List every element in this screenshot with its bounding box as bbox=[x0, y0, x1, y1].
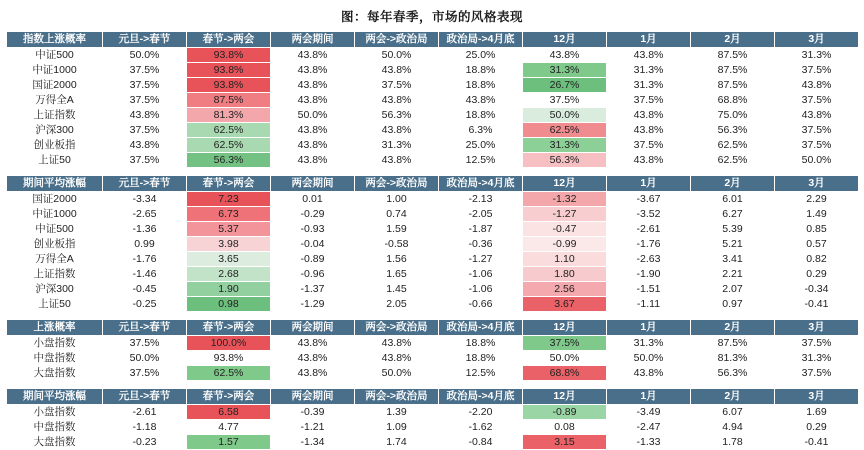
table-cell: 37.5% bbox=[775, 123, 859, 138]
table-cell: 1.69 bbox=[775, 405, 859, 420]
table-cell: 43.8% bbox=[355, 93, 439, 108]
column-header: 两会->政治局 bbox=[355, 32, 439, 48]
table-cell: 62.5% bbox=[523, 123, 607, 138]
table-cell: 12.5% bbox=[439, 153, 523, 168]
table-cell: 5.37 bbox=[187, 222, 271, 237]
row-label: 上证50 bbox=[7, 153, 103, 168]
row-label: 中证1000 bbox=[7, 207, 103, 222]
column-header: 春节->两会 bbox=[187, 32, 271, 48]
table-cell: 62.5% bbox=[187, 138, 271, 153]
table-cell: 6.27 bbox=[691, 207, 775, 222]
table-cell: 18.8% bbox=[439, 336, 523, 351]
table-cell: -0.34 bbox=[775, 282, 859, 297]
table-cell: -1.27 bbox=[439, 252, 523, 267]
table-cell: 43.8% bbox=[355, 336, 439, 351]
row-label: 中盘指数 bbox=[7, 351, 103, 366]
table-cell: 43.8% bbox=[271, 93, 355, 108]
row-label: 上证指数 bbox=[7, 267, 103, 282]
table-cell: 1.09 bbox=[355, 420, 439, 435]
column-header: 1月 bbox=[607, 176, 691, 192]
row-label: 国证2000 bbox=[7, 192, 103, 207]
table-cell: -2.47 bbox=[607, 420, 691, 435]
column-header: 政治局->4月底 bbox=[439, 320, 523, 336]
table-row bbox=[7, 153, 859, 168]
table-header-row bbox=[7, 176, 859, 192]
table-cell: -1.21 bbox=[271, 420, 355, 435]
column-header: 12月 bbox=[523, 320, 607, 336]
table-row bbox=[7, 108, 859, 123]
table-cell: 56.3% bbox=[691, 123, 775, 138]
table-cell: 31.3% bbox=[607, 63, 691, 78]
table-cell: 6.73 bbox=[187, 207, 271, 222]
column-header: 2月 bbox=[691, 389, 775, 405]
table-cell: 2.68 bbox=[187, 267, 271, 282]
table-cell: 43.8% bbox=[271, 351, 355, 366]
table-cell: 43.8% bbox=[607, 153, 691, 168]
column-header: 3月 bbox=[775, 176, 859, 192]
table-cell: 75.0% bbox=[691, 108, 775, 123]
table-cell: -3.67 bbox=[607, 192, 691, 207]
table-cell: 37.5% bbox=[103, 153, 187, 168]
table-cell: 62.5% bbox=[187, 123, 271, 138]
table-cell: 1.49 bbox=[775, 207, 859, 222]
table-cell: -2.13 bbox=[439, 192, 523, 207]
table-index-up-probability bbox=[6, 31, 859, 168]
table-cell: 56.3% bbox=[187, 153, 271, 168]
table-cell: -2.63 bbox=[607, 252, 691, 267]
table-cell: 37.5% bbox=[523, 336, 607, 351]
table-cell: 31.3% bbox=[607, 336, 691, 351]
column-header: 1月 bbox=[607, 320, 691, 336]
table-cell: 93.8% bbox=[187, 78, 271, 93]
table-cell: -0.23 bbox=[103, 435, 187, 450]
table-cell: 12.5% bbox=[439, 366, 523, 381]
row-label: 中证1000 bbox=[7, 63, 103, 78]
table-cell: 6.3% bbox=[439, 123, 523, 138]
column-header: 元旦->春节 bbox=[103, 32, 187, 48]
table-cell: -1.06 bbox=[439, 282, 523, 297]
table-cell: 50.0% bbox=[271, 108, 355, 123]
table-cell: -0.25 bbox=[103, 297, 187, 312]
table-cell: -0.41 bbox=[775, 297, 859, 312]
table-cell: -0.45 bbox=[103, 282, 187, 297]
table-cell: 43.8% bbox=[271, 366, 355, 381]
table-cell: 0.08 bbox=[523, 420, 607, 435]
table-row bbox=[7, 297, 859, 312]
table-cell: 68.8% bbox=[523, 366, 607, 381]
table-cell: 5.39 bbox=[691, 222, 775, 237]
row-label: 沪深300 bbox=[7, 123, 103, 138]
table-cell: 50.0% bbox=[607, 351, 691, 366]
table-cell: 0.99 bbox=[103, 237, 187, 252]
table-cell: -2.61 bbox=[103, 405, 187, 420]
row-label: 大盘指数 bbox=[7, 366, 103, 381]
table-row bbox=[7, 123, 859, 138]
table-row bbox=[7, 237, 859, 252]
table-cap-avg-change bbox=[6, 388, 859, 450]
table-cell: -1.32 bbox=[523, 192, 607, 207]
table-cell: 18.8% bbox=[439, 108, 523, 123]
table-row bbox=[7, 207, 859, 222]
table-cell: 3.65 bbox=[187, 252, 271, 267]
table-cell: 2.29 bbox=[775, 192, 859, 207]
table-cell: -1.37 bbox=[271, 282, 355, 297]
column-header: 两会期间 bbox=[271, 32, 355, 48]
table-cell: 87.5% bbox=[691, 336, 775, 351]
table-cell: 43.8% bbox=[271, 123, 355, 138]
column-header-label: 期间平均涨幅 bbox=[7, 389, 103, 405]
table-cell: 4.77 bbox=[187, 420, 271, 435]
table-cell: -2.05 bbox=[439, 207, 523, 222]
table-row bbox=[7, 336, 859, 351]
table-cell: 37.5% bbox=[775, 63, 859, 78]
column-header: 政治局->4月底 bbox=[439, 176, 523, 192]
table-cell: 31.3% bbox=[523, 138, 607, 153]
column-header: 两会->政治局 bbox=[355, 389, 439, 405]
table-cell: 3.15 bbox=[523, 435, 607, 450]
table-cell: -2.61 bbox=[607, 222, 691, 237]
table-cell: -0.84 bbox=[439, 435, 523, 450]
table-cell: 3.67 bbox=[523, 297, 607, 312]
column-header: 2月 bbox=[691, 320, 775, 336]
table-cell: 5.21 bbox=[691, 237, 775, 252]
row-label: 中证500 bbox=[7, 222, 103, 237]
table-row bbox=[7, 435, 859, 450]
table-cell: 31.3% bbox=[355, 138, 439, 153]
table-index-avg-change bbox=[6, 175, 859, 312]
table-cell: -1.87 bbox=[439, 222, 523, 237]
table-cell: -1.90 bbox=[607, 267, 691, 282]
table-row bbox=[7, 282, 859, 297]
table-cell: -1.36 bbox=[103, 222, 187, 237]
table-cell: -3.52 bbox=[607, 207, 691, 222]
row-label: 沪深300 bbox=[7, 282, 103, 297]
tables-container bbox=[6, 31, 858, 450]
table-cell: 6.58 bbox=[187, 405, 271, 420]
row-label: 小盘指数 bbox=[7, 336, 103, 351]
table-cell: -2.65 bbox=[103, 207, 187, 222]
table-cell: 18.8% bbox=[439, 351, 523, 366]
table-row bbox=[7, 267, 859, 282]
table-cell: 0.29 bbox=[775, 420, 859, 435]
table-cell: 0.29 bbox=[775, 267, 859, 282]
table-cell: 93.8% bbox=[187, 351, 271, 366]
table-cell: 43.8% bbox=[523, 48, 607, 63]
table-cell: 43.8% bbox=[271, 138, 355, 153]
table-cell: 43.8% bbox=[607, 123, 691, 138]
table-cell: -0.58 bbox=[355, 237, 439, 252]
table-cell: 37.5% bbox=[523, 93, 607, 108]
row-label: 中证500 bbox=[7, 48, 103, 63]
table-row bbox=[7, 78, 859, 93]
table-cell: 37.5% bbox=[103, 78, 187, 93]
table-row bbox=[7, 192, 859, 207]
table-cell: 62.5% bbox=[187, 366, 271, 381]
row-label: 大盘指数 bbox=[7, 435, 103, 450]
column-header: 春节->两会 bbox=[187, 320, 271, 336]
table-cell: 43.8% bbox=[271, 48, 355, 63]
table-cell: -1.29 bbox=[271, 297, 355, 312]
column-header: 12月 bbox=[523, 32, 607, 48]
table-cell: 1.10 bbox=[523, 252, 607, 267]
table-cell: 3.41 bbox=[691, 252, 775, 267]
table-cell: -1.76 bbox=[103, 252, 187, 267]
table-cell: 37.5% bbox=[103, 93, 187, 108]
table-cell: 7.23 bbox=[187, 192, 271, 207]
column-header: 两会->政治局 bbox=[355, 320, 439, 336]
column-header: 元旦->春节 bbox=[103, 176, 187, 192]
table-cell: 37.5% bbox=[607, 93, 691, 108]
table-row bbox=[7, 405, 859, 420]
table-cell: 26.7% bbox=[523, 78, 607, 93]
table-cell: 18.8% bbox=[439, 78, 523, 93]
table-cell: 31.3% bbox=[775, 351, 859, 366]
table-cell: 4.94 bbox=[691, 420, 775, 435]
page-title: 图：每年春季，市场的风格表现 bbox=[340, 10, 523, 24]
table-cell: 43.8% bbox=[271, 63, 355, 78]
table-cell: 37.5% bbox=[103, 123, 187, 138]
row-label: 创业板指 bbox=[7, 237, 103, 252]
column-header: 政治局->4月底 bbox=[439, 389, 523, 405]
table-cell: -1.51 bbox=[607, 282, 691, 297]
table-cell: -0.29 bbox=[271, 207, 355, 222]
table-cell: 43.8% bbox=[607, 48, 691, 63]
column-header: 3月 bbox=[775, 32, 859, 48]
table-cell: -0.04 bbox=[271, 237, 355, 252]
table-cell: 50.0% bbox=[103, 48, 187, 63]
table-cell: 1.90 bbox=[187, 282, 271, 297]
table-cell: 43.8% bbox=[355, 153, 439, 168]
table-cell: 50.0% bbox=[523, 108, 607, 123]
table-cell: -1.34 bbox=[271, 435, 355, 450]
column-header: 元旦->春节 bbox=[103, 320, 187, 336]
column-header: 12月 bbox=[523, 176, 607, 192]
table-header-row bbox=[7, 32, 859, 48]
table-cell: -1.18 bbox=[103, 420, 187, 435]
table-row bbox=[7, 420, 859, 435]
table-cell: 43.8% bbox=[271, 78, 355, 93]
table-cell: 1.65 bbox=[355, 267, 439, 282]
table-cell: -0.39 bbox=[271, 405, 355, 420]
table-cell: 87.5% bbox=[691, 63, 775, 78]
table-cell: 6.01 bbox=[691, 192, 775, 207]
table-cell: 50.0% bbox=[355, 366, 439, 381]
table-cell: 43.8% bbox=[607, 366, 691, 381]
table-cell: 0.82 bbox=[775, 252, 859, 267]
table-cell: 50.0% bbox=[523, 351, 607, 366]
table-cell: 37.5% bbox=[775, 336, 859, 351]
table-cell: -2.20 bbox=[439, 405, 523, 420]
table-cell: 2.21 bbox=[691, 267, 775, 282]
table-cell: 43.8% bbox=[775, 108, 859, 123]
column-header: 两会期间 bbox=[271, 176, 355, 192]
table-cell: 50.0% bbox=[103, 351, 187, 366]
column-header: 政治局->4月底 bbox=[439, 32, 523, 48]
column-header: 2月 bbox=[691, 176, 775, 192]
table-cell: 37.5% bbox=[607, 138, 691, 153]
table-row bbox=[7, 63, 859, 78]
table-cell: 37.5% bbox=[103, 336, 187, 351]
table-cap-up-probability bbox=[6, 319, 859, 381]
table-cell: 81.3% bbox=[187, 108, 271, 123]
table-cell: 56.3% bbox=[691, 366, 775, 381]
table-cell: -1.46 bbox=[103, 267, 187, 282]
column-header: 2月 bbox=[691, 32, 775, 48]
column-header-label: 指数上涨概率 bbox=[7, 32, 103, 48]
table-cell: 100.0% bbox=[187, 336, 271, 351]
table-cell: 62.5% bbox=[691, 153, 775, 168]
table-cell: 0.98 bbox=[187, 297, 271, 312]
column-header: 春节->两会 bbox=[187, 389, 271, 405]
table-row bbox=[7, 138, 859, 153]
table-cell: 56.3% bbox=[355, 108, 439, 123]
table-row bbox=[7, 366, 859, 381]
table-cell: 31.3% bbox=[775, 48, 859, 63]
row-label: 万得全A bbox=[7, 252, 103, 267]
table-cell: 25.0% bbox=[439, 48, 523, 63]
table-cell: -0.36 bbox=[439, 237, 523, 252]
table-cell: -1.27 bbox=[523, 207, 607, 222]
table-cell: 0.57 bbox=[775, 237, 859, 252]
row-label: 国证2000 bbox=[7, 78, 103, 93]
table-cell: 43.8% bbox=[271, 336, 355, 351]
table-cell: 1.39 bbox=[355, 405, 439, 420]
table-cell: 37.5% bbox=[103, 63, 187, 78]
table-cell: -0.89 bbox=[523, 405, 607, 420]
table-cell: 87.5% bbox=[691, 78, 775, 93]
table-row bbox=[7, 351, 859, 366]
table-cell: 43.8% bbox=[775, 78, 859, 93]
column-header-label: 期间平均涨幅 bbox=[7, 176, 103, 192]
table-cell: -0.99 bbox=[523, 237, 607, 252]
column-header: 1月 bbox=[607, 32, 691, 48]
row-label: 创业板指 bbox=[7, 138, 103, 153]
table-cell: -1.06 bbox=[439, 267, 523, 282]
table-cell: -0.66 bbox=[439, 297, 523, 312]
table-cell: 43.8% bbox=[103, 138, 187, 153]
table-row bbox=[7, 93, 859, 108]
column-header: 两会期间 bbox=[271, 320, 355, 336]
table-cell: 37.5% bbox=[355, 78, 439, 93]
table-cell: 0.01 bbox=[271, 192, 355, 207]
table-cell: 1.57 bbox=[187, 435, 271, 450]
table-cell: -0.47 bbox=[523, 222, 607, 237]
table-cell: 37.5% bbox=[103, 366, 187, 381]
table-cell: -1.11 bbox=[607, 297, 691, 312]
table-cell: 87.5% bbox=[187, 93, 271, 108]
row-label: 中盘指数 bbox=[7, 420, 103, 435]
table-cell: 1.78 bbox=[691, 435, 775, 450]
table-cell: 18.8% bbox=[439, 63, 523, 78]
column-header: 3月 bbox=[775, 320, 859, 336]
table-cell: 50.0% bbox=[355, 48, 439, 63]
table-cell: -0.41 bbox=[775, 435, 859, 450]
table-cell: 1.45 bbox=[355, 282, 439, 297]
table-cell: 37.5% bbox=[775, 366, 859, 381]
table-cell: 31.3% bbox=[523, 63, 607, 78]
table-row bbox=[7, 48, 859, 63]
column-header: 两会期间 bbox=[271, 389, 355, 405]
table-cell: -0.93 bbox=[271, 222, 355, 237]
table-cell: 37.5% bbox=[775, 93, 859, 108]
table-cell: 43.8% bbox=[103, 108, 187, 123]
column-header: 3月 bbox=[775, 389, 859, 405]
table-cell: 2.56 bbox=[523, 282, 607, 297]
column-header: 1月 bbox=[607, 389, 691, 405]
column-header: 12月 bbox=[523, 389, 607, 405]
table-cell: 93.8% bbox=[187, 48, 271, 63]
table-cell: 56.3% bbox=[523, 153, 607, 168]
table-cell: -0.96 bbox=[271, 267, 355, 282]
row-label: 上证指数 bbox=[7, 108, 103, 123]
column-header-label: 上涨概率 bbox=[7, 320, 103, 336]
row-label: 万得全A bbox=[7, 93, 103, 108]
column-header: 元旦->春节 bbox=[103, 389, 187, 405]
row-label: 小盘指数 bbox=[7, 405, 103, 420]
table-cell: 0.85 bbox=[775, 222, 859, 237]
table-cell: 0.97 bbox=[691, 297, 775, 312]
table-cell: -1.33 bbox=[607, 435, 691, 450]
table-cell: 3.98 bbox=[187, 237, 271, 252]
table-cell: 2.05 bbox=[355, 297, 439, 312]
table-row bbox=[7, 222, 859, 237]
table-cell: 50.0% bbox=[775, 153, 859, 168]
table-cell: 6.07 bbox=[691, 405, 775, 420]
table-cell: 81.3% bbox=[691, 351, 775, 366]
table-cell: 87.5% bbox=[691, 48, 775, 63]
table-header-row bbox=[7, 320, 859, 336]
table-cell: 43.8% bbox=[355, 63, 439, 78]
column-header: 春节->两会 bbox=[187, 176, 271, 192]
table-cell: 1.80 bbox=[523, 267, 607, 282]
table-cell: -1.76 bbox=[607, 237, 691, 252]
table-cell: 1.74 bbox=[355, 435, 439, 450]
table-cell: 43.8% bbox=[355, 351, 439, 366]
table-cell: 43.8% bbox=[271, 153, 355, 168]
column-header: 两会->政治局 bbox=[355, 176, 439, 192]
table-cell: -0.89 bbox=[271, 252, 355, 267]
table-cell: 0.74 bbox=[355, 207, 439, 222]
table-cell: 68.8% bbox=[691, 93, 775, 108]
table-cell: -1.62 bbox=[439, 420, 523, 435]
table-cell: 1.00 bbox=[355, 192, 439, 207]
table-row bbox=[7, 252, 859, 267]
table-cell: 43.8% bbox=[439, 93, 523, 108]
table-cell: -3.34 bbox=[103, 192, 187, 207]
table-cell: 1.56 bbox=[355, 252, 439, 267]
table-header-row bbox=[7, 389, 859, 405]
table-cell: 43.8% bbox=[355, 123, 439, 138]
table-cell: 62.5% bbox=[691, 138, 775, 153]
table-cell: 31.3% bbox=[607, 78, 691, 93]
table-cell: 43.8% bbox=[607, 108, 691, 123]
table-cell: -3.49 bbox=[607, 405, 691, 420]
table-cell: 2.07 bbox=[691, 282, 775, 297]
table-cell: 37.5% bbox=[775, 138, 859, 153]
row-label: 上证50 bbox=[7, 297, 103, 312]
table-cell: 1.59 bbox=[355, 222, 439, 237]
table-cell: 25.0% bbox=[439, 138, 523, 153]
table-cell: 93.8% bbox=[187, 63, 271, 78]
